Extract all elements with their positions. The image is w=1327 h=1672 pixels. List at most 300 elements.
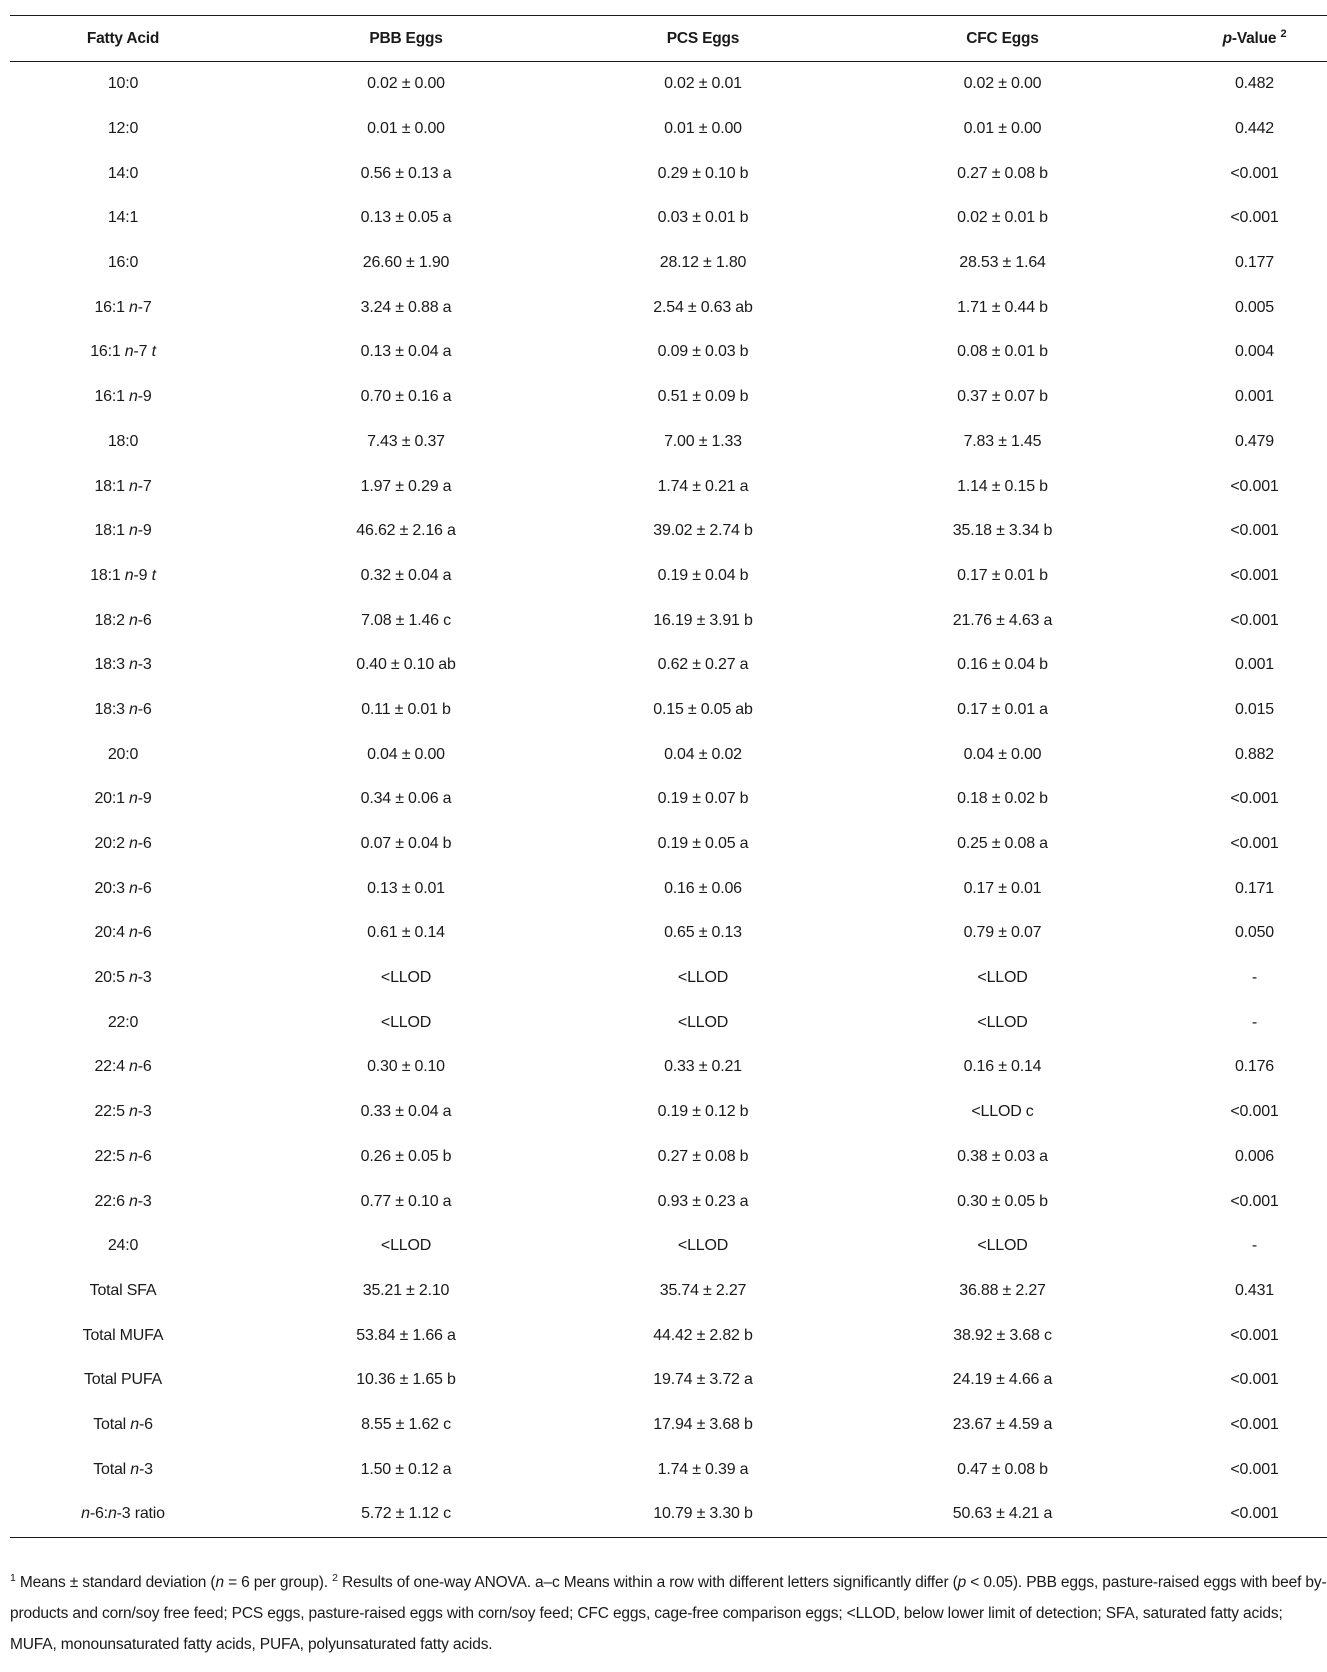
cell-pbb: 0.04 ± 0.00 (367, 745, 445, 763)
cell-pcs: 0.27 ± 0.08 b (657, 1147, 749, 1165)
cell-p-value: <0.001 (1230, 209, 1279, 227)
acid-name: 22:6 (94, 1192, 130, 1210)
cell-pbb: <LLOD (380, 1237, 432, 1255)
acid-name-suffix: -3 ratio (116, 1505, 165, 1523)
cell-pbb: 35.21 ± 2.10 (362, 1281, 450, 1299)
cell-p-value: <0.001 (1230, 790, 1279, 808)
cell-pcs: 0.65 ± 0.13 (664, 924, 742, 942)
table-row (10, 464, 1327, 509)
cell-pbb: 0.13 ± 0.05 a (360, 209, 452, 227)
cell-pcs: 0.93 ± 0.23 a (657, 1192, 749, 1210)
cell-cfc: 0.17 ± 0.01 a (957, 700, 1048, 718)
table-row (10, 1179, 1327, 1224)
table-row (10, 509, 1327, 554)
acid-name: 20:5 (94, 969, 130, 987)
header-fatty-acid (10, 16, 236, 62)
acid-name: 22:5 (94, 1147, 130, 1165)
acid-trans-marker: t (151, 566, 156, 584)
acid-name: 22:0 (107, 1013, 139, 1031)
cell-pcs: 7.00 ± 1.33 (664, 432, 742, 450)
cell-fatty-acid (10, 1447, 236, 1492)
cell-pbb: 7.08 ± 1.46 c (361, 611, 451, 629)
cell-cfc: 0.17 ± 0.01 b (957, 566, 1048, 584)
cell-pcs: 0.51 ± 0.09 b (657, 388, 749, 406)
cell-fatty-acid (10, 285, 236, 330)
cell-fatty-acid (10, 1045, 236, 1090)
table-row (10, 241, 1327, 286)
acid-name: 16:0 (107, 254, 139, 272)
cell-pbb: 0.32 ± 0.04 a (360, 566, 452, 584)
cell-pcs: 2.54 ± 0.63 ab (653, 298, 753, 316)
table-row (10, 777, 1327, 822)
acid-name-suffix: -3 (138, 1460, 153, 1478)
cell-p-value: - (1251, 1237, 1258, 1255)
cell-pbb: 0.70 ± 0.16 a (360, 388, 452, 406)
cell-p-value: 0.442 (1234, 120, 1275, 138)
cell-pbb: 26.60 ± 1.90 (362, 254, 450, 272)
cell-fatty-acid (10, 1135, 236, 1180)
cell-p-value: <0.001 (1230, 611, 1279, 629)
acid-name: 14:1 (107, 209, 139, 227)
acid-name-suffix: -9 (137, 790, 152, 808)
footnote-marker: 2 (1280, 27, 1287, 40)
acid-name-suffix: -6 (137, 700, 152, 718)
table-row (10, 1090, 1327, 1135)
cell-cfc: 0.16 ± 0.04 b (957, 656, 1048, 674)
cell-pcs: 35.74 ± 2.27 (659, 1281, 747, 1299)
header-label: Fatty Acid (86, 29, 160, 47)
cell-fatty-acid (10, 777, 236, 822)
fatty-acid-table (10, 15, 1327, 1538)
cell-pcs: 0.04 ± 0.02 (664, 745, 742, 763)
acid-name-italic: n (129, 924, 138, 942)
cell-pcs: 28.12 ± 1.80 (659, 254, 747, 272)
table-row (10, 107, 1327, 152)
cell-p-value: 0.882 (1234, 745, 1275, 763)
cell-cfc: 0.38 ± 0.03 a (957, 1147, 1048, 1165)
cell-cfc: 0.79 ± 0.07 (963, 924, 1042, 942)
cell-cfc: 50.63 ± 4.21 a (952, 1505, 1053, 1523)
acid-name-italic: n (129, 522, 138, 540)
cell-fatty-acid (10, 643, 236, 688)
acid-name-suffix: -3 (137, 1103, 152, 1121)
acid-name-italic: n (81, 1505, 90, 1523)
acid-name-suffix: -3 (137, 1192, 152, 1210)
acid-name: 22:5 (94, 1103, 130, 1121)
cell-cfc: 1.14 ± 0.15 b (957, 477, 1048, 495)
acid-name-italic: n (129, 700, 138, 718)
cell-pcs: 39.02 ± 2.74 b (653, 522, 753, 540)
acid-name-italic: n (129, 969, 138, 987)
acid-name-suffix: -6 (137, 1058, 152, 1076)
cell-cfc: 24.19 ± 4.66 a (952, 1371, 1053, 1389)
table-row (10, 956, 1327, 1001)
cell-p-value: <0.001 (1230, 164, 1279, 182)
cell-pcs: 0.33 ± 0.21 (664, 1058, 742, 1076)
cell-fatty-acid (10, 420, 236, 465)
table-row (10, 1313, 1327, 1358)
cell-p-value: 0.176 (1234, 1058, 1275, 1076)
table-row (10, 554, 1327, 599)
cell-cfc: 0.37 ± 0.07 b (957, 388, 1048, 406)
cell-cfc: 0.16 ± 0.14 (963, 1058, 1042, 1076)
table-row (10, 1492, 1327, 1537)
acid-name-suffix: -9 (137, 522, 152, 540)
acid-name-suffix: -6 (137, 879, 152, 897)
cell-pbb: 0.34 ± 0.06 a (360, 790, 452, 808)
cell-pcs: 17.94 ± 3.68 b (653, 1415, 753, 1433)
cell-cfc: <LLOD (977, 1237, 1028, 1255)
acid-name-suffix: -3 (137, 656, 152, 674)
cell-cfc: <LLOD (977, 1013, 1028, 1031)
cell-pbb: 46.62 ± 2.16 a (356, 522, 456, 540)
cell-pcs: <LLOD (677, 969, 729, 987)
header-pcs-eggs (576, 16, 830, 62)
footnote-text-italic: p (957, 1574, 967, 1591)
acid-name-italic: n (129, 477, 138, 495)
cell-cfc: 0.18 ± 0.02 b (957, 790, 1048, 808)
table-row (10, 62, 1327, 107)
cell-pcs: 0.19 ± 0.04 b (657, 566, 749, 584)
acid-name: 22:4 (94, 1058, 130, 1076)
cell-fatty-acid (10, 732, 236, 777)
cell-pbb: 0.02 ± 0.00 (367, 75, 445, 93)
cell-pcs: 0.16 ± 0.06 (664, 879, 742, 897)
acid-name: Total PUFA (83, 1371, 163, 1389)
acid-name-italic: n (129, 656, 138, 674)
acid-name: 16:1 (90, 343, 125, 361)
table-row (10, 822, 1327, 867)
acid-name: 20:3 (94, 879, 130, 897)
header-label-italic: p (1222, 29, 1232, 47)
table-row (10, 732, 1327, 777)
acid-name-italic: n (129, 879, 138, 897)
cell-p-value: 0.005 (1234, 298, 1275, 316)
acid-name-italic: n (124, 343, 134, 361)
acid-name-suffix: -7 (137, 298, 152, 316)
acid-name-suffix: -6 (137, 924, 152, 942)
acid-name: 18:1 (94, 477, 130, 495)
acid-name: 20:0 (107, 745, 139, 763)
cell-pbb: 0.07 ± 0.04 b (360, 835, 452, 853)
acid-name: 10:0 (107, 75, 139, 93)
table-row (10, 1403, 1327, 1448)
cell-p-value: - (1251, 1013, 1258, 1031)
cell-pcs: 0.29 ± 0.10 b (657, 164, 749, 182)
cell-pbb: 3.24 ± 0.88 a (360, 298, 452, 316)
cell-pcs: 0.03 ± 0.01 b (657, 209, 749, 227)
cell-p-value: 0.006 (1234, 1147, 1275, 1165)
footnote-text: = 6 per group). (223, 1574, 333, 1591)
cell-pcs: 0.62 ± 0.27 a (657, 656, 749, 674)
cell-fatty-acid (10, 330, 236, 375)
cell-p-value: <0.001 (1230, 1192, 1279, 1210)
cell-cfc: 36.88 ± 2.27 (959, 1281, 1046, 1299)
acid-name: Total SFA (89, 1281, 157, 1299)
acid-name: 20:1 (94, 790, 130, 808)
acid-name-italic: n (129, 790, 138, 808)
cell-p-value: <0.001 (1230, 566, 1279, 584)
acid-name-italic: n (130, 1415, 139, 1433)
acid-name-italic: n (129, 1147, 138, 1165)
table-header (10, 16, 1327, 62)
cell-cfc: 1.71 ± 0.44 b (957, 298, 1048, 316)
cell-fatty-acid (10, 1492, 236, 1537)
cell-cfc: 23.67 ± 4.59 a (952, 1415, 1053, 1433)
cell-pbb: 0.40 ± 0.10 ab (356, 656, 456, 674)
footnote-marker: 1 (10, 1571, 16, 1584)
footnote-text: Means ± standard deviation ( (15, 1574, 216, 1591)
cell-cfc: 0.08 ± 0.01 b (957, 343, 1048, 361)
cell-fatty-acid (10, 688, 236, 733)
acid-name: 18:0 (107, 432, 139, 450)
table-row (10, 151, 1327, 196)
cell-p-value: <0.001 (1230, 1505, 1279, 1523)
cell-fatty-acid (10, 1403, 236, 1448)
cell-p-value: 0.479 (1234, 432, 1275, 450)
cell-cfc: 21.76 ± 4.63 a (952, 611, 1053, 629)
cell-p-value: 0.015 (1234, 700, 1275, 718)
footnote-text-italic: n (215, 1574, 224, 1591)
acid-name: 12:0 (107, 120, 139, 138)
acid-name-suffix: -6 (137, 835, 152, 853)
acid-name-italic: n (129, 388, 138, 406)
cell-fatty-acid (10, 1179, 236, 1224)
header-label: CFC Eggs (966, 29, 1039, 47)
acid-name-italic: n (129, 835, 138, 853)
acid-name: 18:1 (90, 566, 125, 584)
cell-p-value: 0.177 (1234, 254, 1275, 272)
table-footnote (10, 1567, 1327, 1660)
acid-name: 20:2 (94, 835, 130, 853)
acid-name-italic: n (129, 611, 138, 629)
cell-p-value: <0.001 (1230, 1415, 1279, 1433)
acid-name: Total MUFA (82, 1326, 164, 1344)
cell-fatty-acid (10, 62, 236, 107)
table-row (10, 866, 1327, 911)
cell-pcs: 0.19 ± 0.07 b (657, 790, 749, 808)
acid-name-italic: n (129, 1058, 138, 1076)
table-row (10, 1045, 1327, 1090)
cell-p-value: <0.001 (1230, 1326, 1279, 1344)
cell-cfc: 0.27 ± 0.08 b (957, 164, 1048, 182)
acid-name-suffix: -6 (137, 1147, 152, 1165)
cell-fatty-acid (10, 1090, 236, 1135)
table-row (10, 420, 1327, 465)
acid-name: Total (93, 1460, 131, 1478)
cell-fatty-acid (10, 956, 236, 1001)
acid-name-suffix: -9 (133, 566, 152, 584)
cell-pbb: 0.30 ± 0.10 (367, 1058, 445, 1076)
table-row (10, 1135, 1327, 1180)
cell-pbb: 0.61 ± 0.14 (367, 924, 445, 942)
header-p-value (1175, 16, 1327, 62)
cell-pcs: 1.74 ± 0.21 a (657, 477, 749, 495)
cell-p-value: - (1251, 969, 1258, 987)
table-row (10, 1269, 1327, 1314)
acid-name-suffix: -6: (89, 1505, 108, 1523)
cell-pbb: 0.13 ± 0.04 a (360, 343, 452, 361)
cell-pbb: 7.43 ± 0.37 (367, 432, 445, 450)
cell-fatty-acid (10, 1000, 236, 1045)
cell-fatty-acid (10, 822, 236, 867)
cell-pbb: 5.72 ± 1.12 c (361, 1505, 451, 1523)
acid-name: 24:0 (107, 1237, 139, 1255)
cell-fatty-acid (10, 196, 236, 241)
cell-cfc: <LLOD c (971, 1103, 1034, 1121)
cell-cfc: <LLOD (977, 969, 1028, 987)
cell-p-value: 0.431 (1234, 1281, 1275, 1299)
cell-cfc: 0.17 ± 0.01 (963, 879, 1042, 897)
acid-name-italic: n (124, 566, 134, 584)
cell-pcs: 0.09 ± 0.03 b (657, 343, 749, 361)
acid-name-suffix: -9 (137, 388, 152, 406)
cell-fatty-acid (10, 241, 236, 286)
cell-pbb: 0.26 ± 0.05 b (360, 1147, 452, 1165)
cell-cfc: 38.92 ± 3.68 c (953, 1326, 1052, 1344)
acid-name: 18:3 (94, 700, 130, 718)
table-row (10, 196, 1327, 241)
cell-pcs: 44.42 ± 2.82 b (653, 1326, 753, 1344)
cell-pbb: 8.55 ± 1.62 c (361, 1415, 451, 1433)
cell-pbb: <LLOD (380, 1013, 432, 1031)
cell-fatty-acid (10, 1224, 236, 1269)
acid-name-italic: n (107, 1505, 117, 1523)
header-label: PCS Eggs (666, 29, 740, 47)
cell-p-value: 0.482 (1234, 75, 1275, 93)
cell-p-value: <0.001 (1230, 522, 1279, 540)
acid-name: 18:1 (94, 522, 130, 540)
cell-p-value: <0.001 (1230, 835, 1279, 853)
cell-cfc: 0.01 ± 0.00 (963, 120, 1042, 138)
acid-name-suffix: -6 (137, 611, 152, 629)
cell-pbb: 10.36 ± 1.65 b (356, 1371, 456, 1389)
cell-pbb: 53.84 ± 1.66 a (356, 1326, 456, 1344)
header-label: -Value (1231, 29, 1277, 47)
cell-pcs: 1.74 ± 0.39 a (657, 1460, 749, 1478)
acid-name-suffix: -6 (138, 1415, 153, 1433)
cell-cfc: 0.02 ± 0.01 b (957, 209, 1048, 227)
cell-pbb: 1.97 ± 0.29 a (360, 477, 452, 495)
cell-fatty-acid (10, 866, 236, 911)
cell-fatty-acid (10, 107, 236, 152)
acid-name-italic: n (129, 1103, 138, 1121)
cell-pbb: 0.01 ± 0.00 (367, 120, 445, 138)
cell-pcs: 19.74 ± 3.72 a (653, 1371, 753, 1389)
table-row (10, 598, 1327, 643)
acid-name: Total (93, 1415, 131, 1433)
cell-cfc: 35.18 ± 3.34 b (952, 522, 1053, 540)
acid-name: 14:0 (107, 164, 139, 182)
cell-p-value: 0.001 (1234, 656, 1275, 674)
cell-pcs: <LLOD (677, 1013, 729, 1031)
fatty-acid-table-container (10, 15, 1327, 1538)
cell-cfc: 28.53 ± 1.64 (959, 254, 1046, 272)
cell-p-value: <0.001 (1230, 1371, 1279, 1389)
table-row (10, 330, 1327, 375)
cell-fatty-acid (10, 1269, 236, 1314)
cell-cfc: 0.30 ± 0.05 b (957, 1192, 1048, 1210)
table-row (10, 643, 1327, 688)
cell-pcs: 10.79 ± 3.30 b (653, 1505, 753, 1523)
table-body (10, 62, 1327, 1538)
cell-p-value: <0.001 (1230, 1460, 1279, 1478)
acid-name-suffix: -3 (137, 969, 152, 987)
cell-fatty-acid (10, 1358, 236, 1403)
acid-name-italic: n (129, 298, 138, 316)
table-row (10, 1447, 1327, 1492)
acid-name-suffix: -7 (133, 343, 152, 361)
cell-cfc: 7.83 ± 1.45 (963, 432, 1042, 450)
cell-fatty-acid (10, 554, 236, 599)
acid-name: 20:4 (94, 924, 130, 942)
cell-pbb: 0.33 ± 0.04 a (360, 1103, 452, 1121)
cell-fatty-acid (10, 911, 236, 956)
cell-pbb: <LLOD (380, 969, 432, 987)
acid-name: 18:3 (94, 656, 130, 674)
footnote-text: < 0.05). PBB eggs, pasture-raised eggs with beef by-products and corn/soy free feed; PCS eggs, pasture-raised eggs with corn/soy feed; CFC eggs, cage-free comparison eggs; <LLOD, below lower limit of detection; SFA, saturated fatty acids; MUFA, monounsaturated fatty acids, PUFA, polyunsaturated fatty acids. (10, 1574, 1327, 1653)
acid-name-italic: n (130, 1460, 139, 1478)
cell-pbb: 0.13 ± 0.01 (367, 879, 445, 897)
cell-fatty-acid (10, 464, 236, 509)
table-row (10, 1224, 1327, 1269)
cell-pcs: 0.15 ± 0.05 ab (653, 700, 753, 718)
header-pbb-eggs (236, 16, 576, 62)
cell-fatty-acid (10, 598, 236, 643)
table-row (10, 911, 1327, 956)
cell-p-value: 0.001 (1234, 388, 1275, 406)
cell-pbb: 0.56 ± 0.13 a (360, 164, 452, 182)
acid-name: 18:2 (94, 611, 130, 629)
cell-pcs: 0.19 ± 0.12 b (657, 1103, 749, 1121)
footnote-marker: 2 (332, 1571, 338, 1584)
cell-pcs: 16.19 ± 3.91 b (653, 611, 753, 629)
cell-p-value: 0.004 (1234, 343, 1275, 361)
cell-pcs: 0.01 ± 0.00 (664, 120, 742, 138)
table-row (10, 1000, 1327, 1045)
cell-fatty-acid (10, 375, 236, 420)
cell-p-value: 0.050 (1234, 924, 1275, 942)
cell-pbb: 0.11 ± 0.01 b (361, 700, 451, 718)
cell-p-value: <0.001 (1230, 1103, 1279, 1121)
cell-fatty-acid (10, 1313, 236, 1358)
table-row (10, 1358, 1327, 1403)
cell-cfc: 0.25 ± 0.08 a (957, 835, 1048, 853)
acid-trans-marker: t (151, 343, 156, 361)
cell-pbb: 0.77 ± 0.10 a (360, 1192, 452, 1210)
header-cfc-eggs (830, 16, 1175, 62)
header-label: PBB Eggs (369, 29, 443, 47)
acid-name: 16:1 (94, 298, 130, 316)
table-row (10, 375, 1327, 420)
footnote-text: Results of one-way ANOVA. a–c Means within a row with different letters significantly differ ( (337, 1574, 958, 1591)
cell-fatty-acid (10, 509, 236, 554)
cell-cfc: 0.47 ± 0.08 b (957, 1460, 1048, 1478)
table-row (10, 285, 1327, 330)
acid-name-suffix: -7 (137, 477, 152, 495)
acid-name-italic: n (129, 1192, 138, 1210)
cell-fatty-acid (10, 151, 236, 196)
header-row (10, 16, 1327, 62)
acid-name: 16:1 (94, 388, 130, 406)
cell-pcs: 0.02 ± 0.01 (664, 75, 742, 93)
cell-p-value: <0.001 (1230, 477, 1279, 495)
table-row (10, 688, 1327, 733)
cell-p-value: 0.171 (1234, 879, 1275, 897)
cell-pcs: <LLOD (677, 1237, 729, 1255)
cell-cfc: 0.04 ± 0.00 (963, 745, 1042, 763)
cell-pcs: 0.19 ± 0.05 a (657, 835, 749, 853)
